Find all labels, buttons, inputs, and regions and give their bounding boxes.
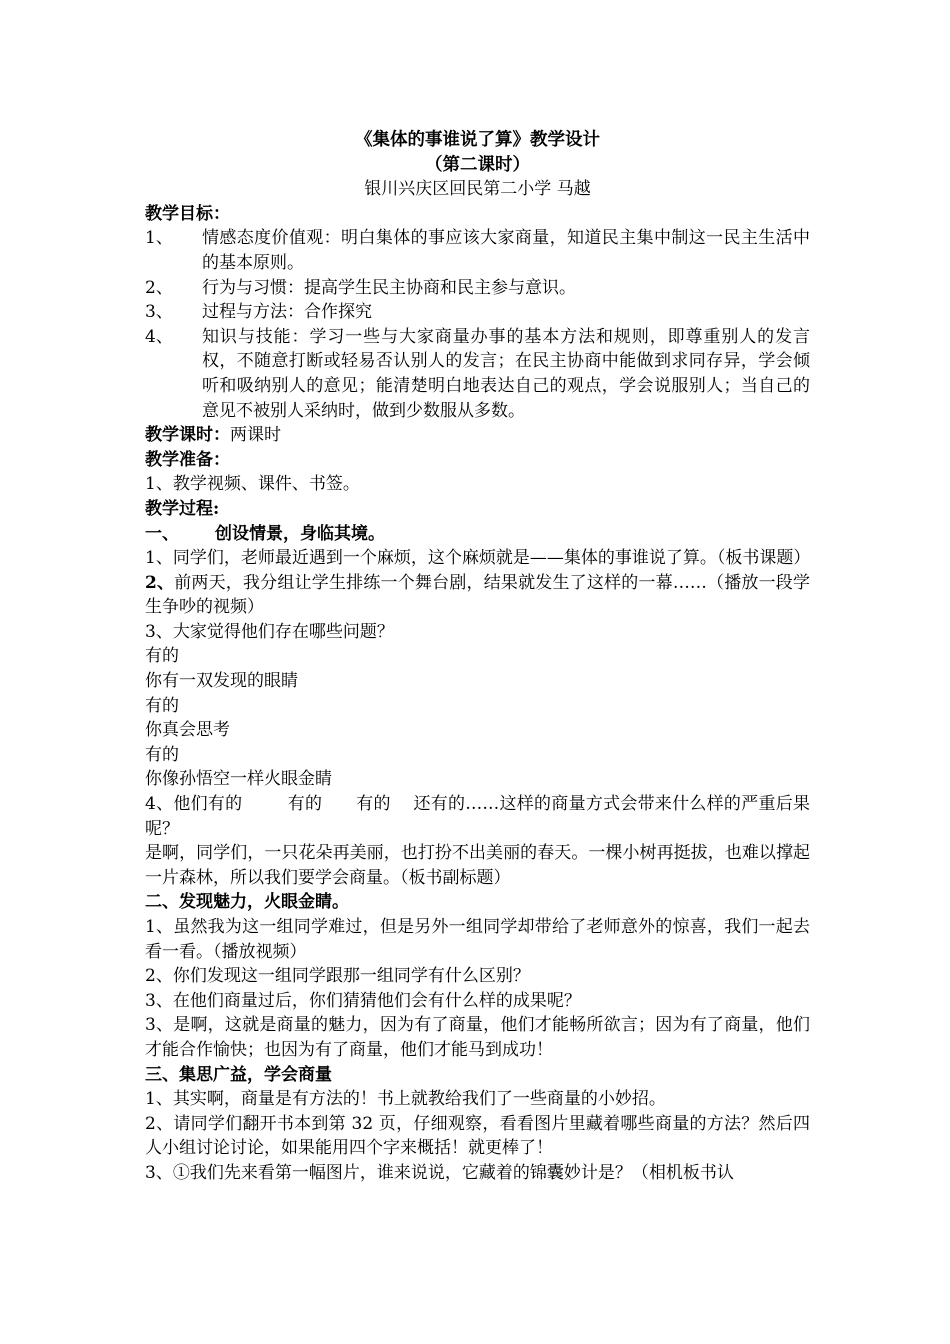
paragraph: 1、同学们，老师最近遇到一个麻烦，这个麻烦就是——集体的事谁说了算。（板书课题） [145, 548, 811, 569]
paragraph: 3、是啊，这就是商量的魅力，因为有了商量，他们才能畅所欲言；因为有了商量，他们才能合作愉快；也因为有了商量，他们才能马到成功！ [145, 1015, 810, 1060]
document-author: 银川兴庆区回民第二小学 马越 [364, 179, 591, 200]
objective-item [145, 226, 810, 275]
objective-number: 4、 [145, 326, 173, 347]
section-1-heading [145, 522, 810, 547]
paragraph: 是啊，同学们，一只花朵再美丽，也打扮不出美丽的春天。一棵小树再挺拔，也难以撑起一片森林，所以我们要学会商量。（板书副标题） [145, 843, 810, 888]
process-heading: 教学过程: [145, 498, 220, 519]
objective-number: 3、 [145, 302, 173, 323]
paragraph: 你有一双发现的眼睛 [145, 671, 298, 692]
paragraph: 1、虽然我为这一组同学难过，但是另外一组同学却带给了老师意外的惊喜，我们一起去看一看。（播放视频） [145, 917, 810, 962]
paragraph: 3、在他们商量过后，你们猜猜他们会有什么样的成果呢？ [145, 990, 581, 1011]
paragraph-text: 前两天，我分组让学生排练一个舞台剧，结果就发生了这样的一幕……（播放一段学生争吵的视频） [145, 572, 810, 618]
paragraph-number: 2、 [145, 572, 175, 593]
class-hours-value: 两课时 [230, 425, 281, 446]
paragraph: 3、大家觉得他们存在哪些问题？ [145, 621, 394, 642]
objective-text: 知识与技能：学习一些与大家商量办事的基本方法和规则，即尊重别人的发言权，不随意打断或轻易否认别人的发言；在民主协商中能做到求同存异，学会倾听和吸纳别人的意见；能清楚明白地表达自己的观点，学会说服别人；当自己的意见不被别人采纳时，做到少数服从多数。 [202, 326, 810, 421]
paragraph: 1、其实啊，商量是有方法的！书上就教给我们了一些商量的小妙招。 [145, 1089, 666, 1110]
objective-item [145, 325, 810, 423]
preparation-item: 1、教学视频、课件、书签。 [145, 474, 360, 495]
paragraph: 有的 [145, 646, 179, 667]
paragraph: 2、请同学们翻开书本到第 32 页，仔细观察，看看图片里藏着哪些商量的方法？然后四人小组讨论讨论，如果能用四个字来概括！就更棒了！ [145, 1113, 810, 1159]
document-title: 《集体的事谁说了算》教学设计 [355, 130, 600, 150]
class-hours [145, 423, 810, 448]
paragraph: 你真会思考 [145, 720, 230, 741]
paragraph: 4、他们有的 有的 有的 还有的……这样的商量方式会带来什么样的严重后果呢？ [145, 794, 810, 839]
objective-item [145, 276, 810, 301]
paragraph: 有的 [145, 695, 179, 716]
document-body [145, 128, 810, 1186]
preparation-heading: 教学准备： [145, 449, 230, 470]
class-hours-label: 教学课时： [145, 425, 230, 446]
paragraph [145, 571, 810, 620]
paragraph: 3、①我们先来看第一幅图片，谁来说说，它藏着的锦囊妙计是？（相机板书认 [145, 1162, 734, 1183]
document-subtitle: （第二课时） [425, 154, 530, 175]
objective-text: 过程与方法：合作探究 [202, 302, 372, 323]
objective-number: 2、 [145, 277, 173, 298]
paragraph: 2、你们发现这一组同学跟那一组同学有什么区别？ [145, 966, 530, 987]
section-3-heading: 三、集思广益，学会商量 [145, 1064, 332, 1085]
objective-text: 情感态度价值观：明白集体的事应该大家商量，知道民主集中制这一民主生活中的基本原则。 [202, 228, 810, 273]
paragraph: 你像孙悟空一样火眼金睛 [145, 769, 332, 790]
objective-number: 1、 [145, 228, 173, 249]
section-1-number: 一、 [145, 523, 179, 544]
section-1-title: 创设情景，身临其境。 [215, 523, 385, 544]
objective-item [145, 300, 810, 325]
objective-text: 行为与习惯：提高学生民主协商和民主参与意识。 [202, 277, 576, 298]
objectives-heading: 教学目标： [145, 203, 230, 224]
section-2-heading: 二、发现魅力，火眼金睛。 [145, 892, 349, 913]
paragraph: 有的 [145, 744, 179, 765]
